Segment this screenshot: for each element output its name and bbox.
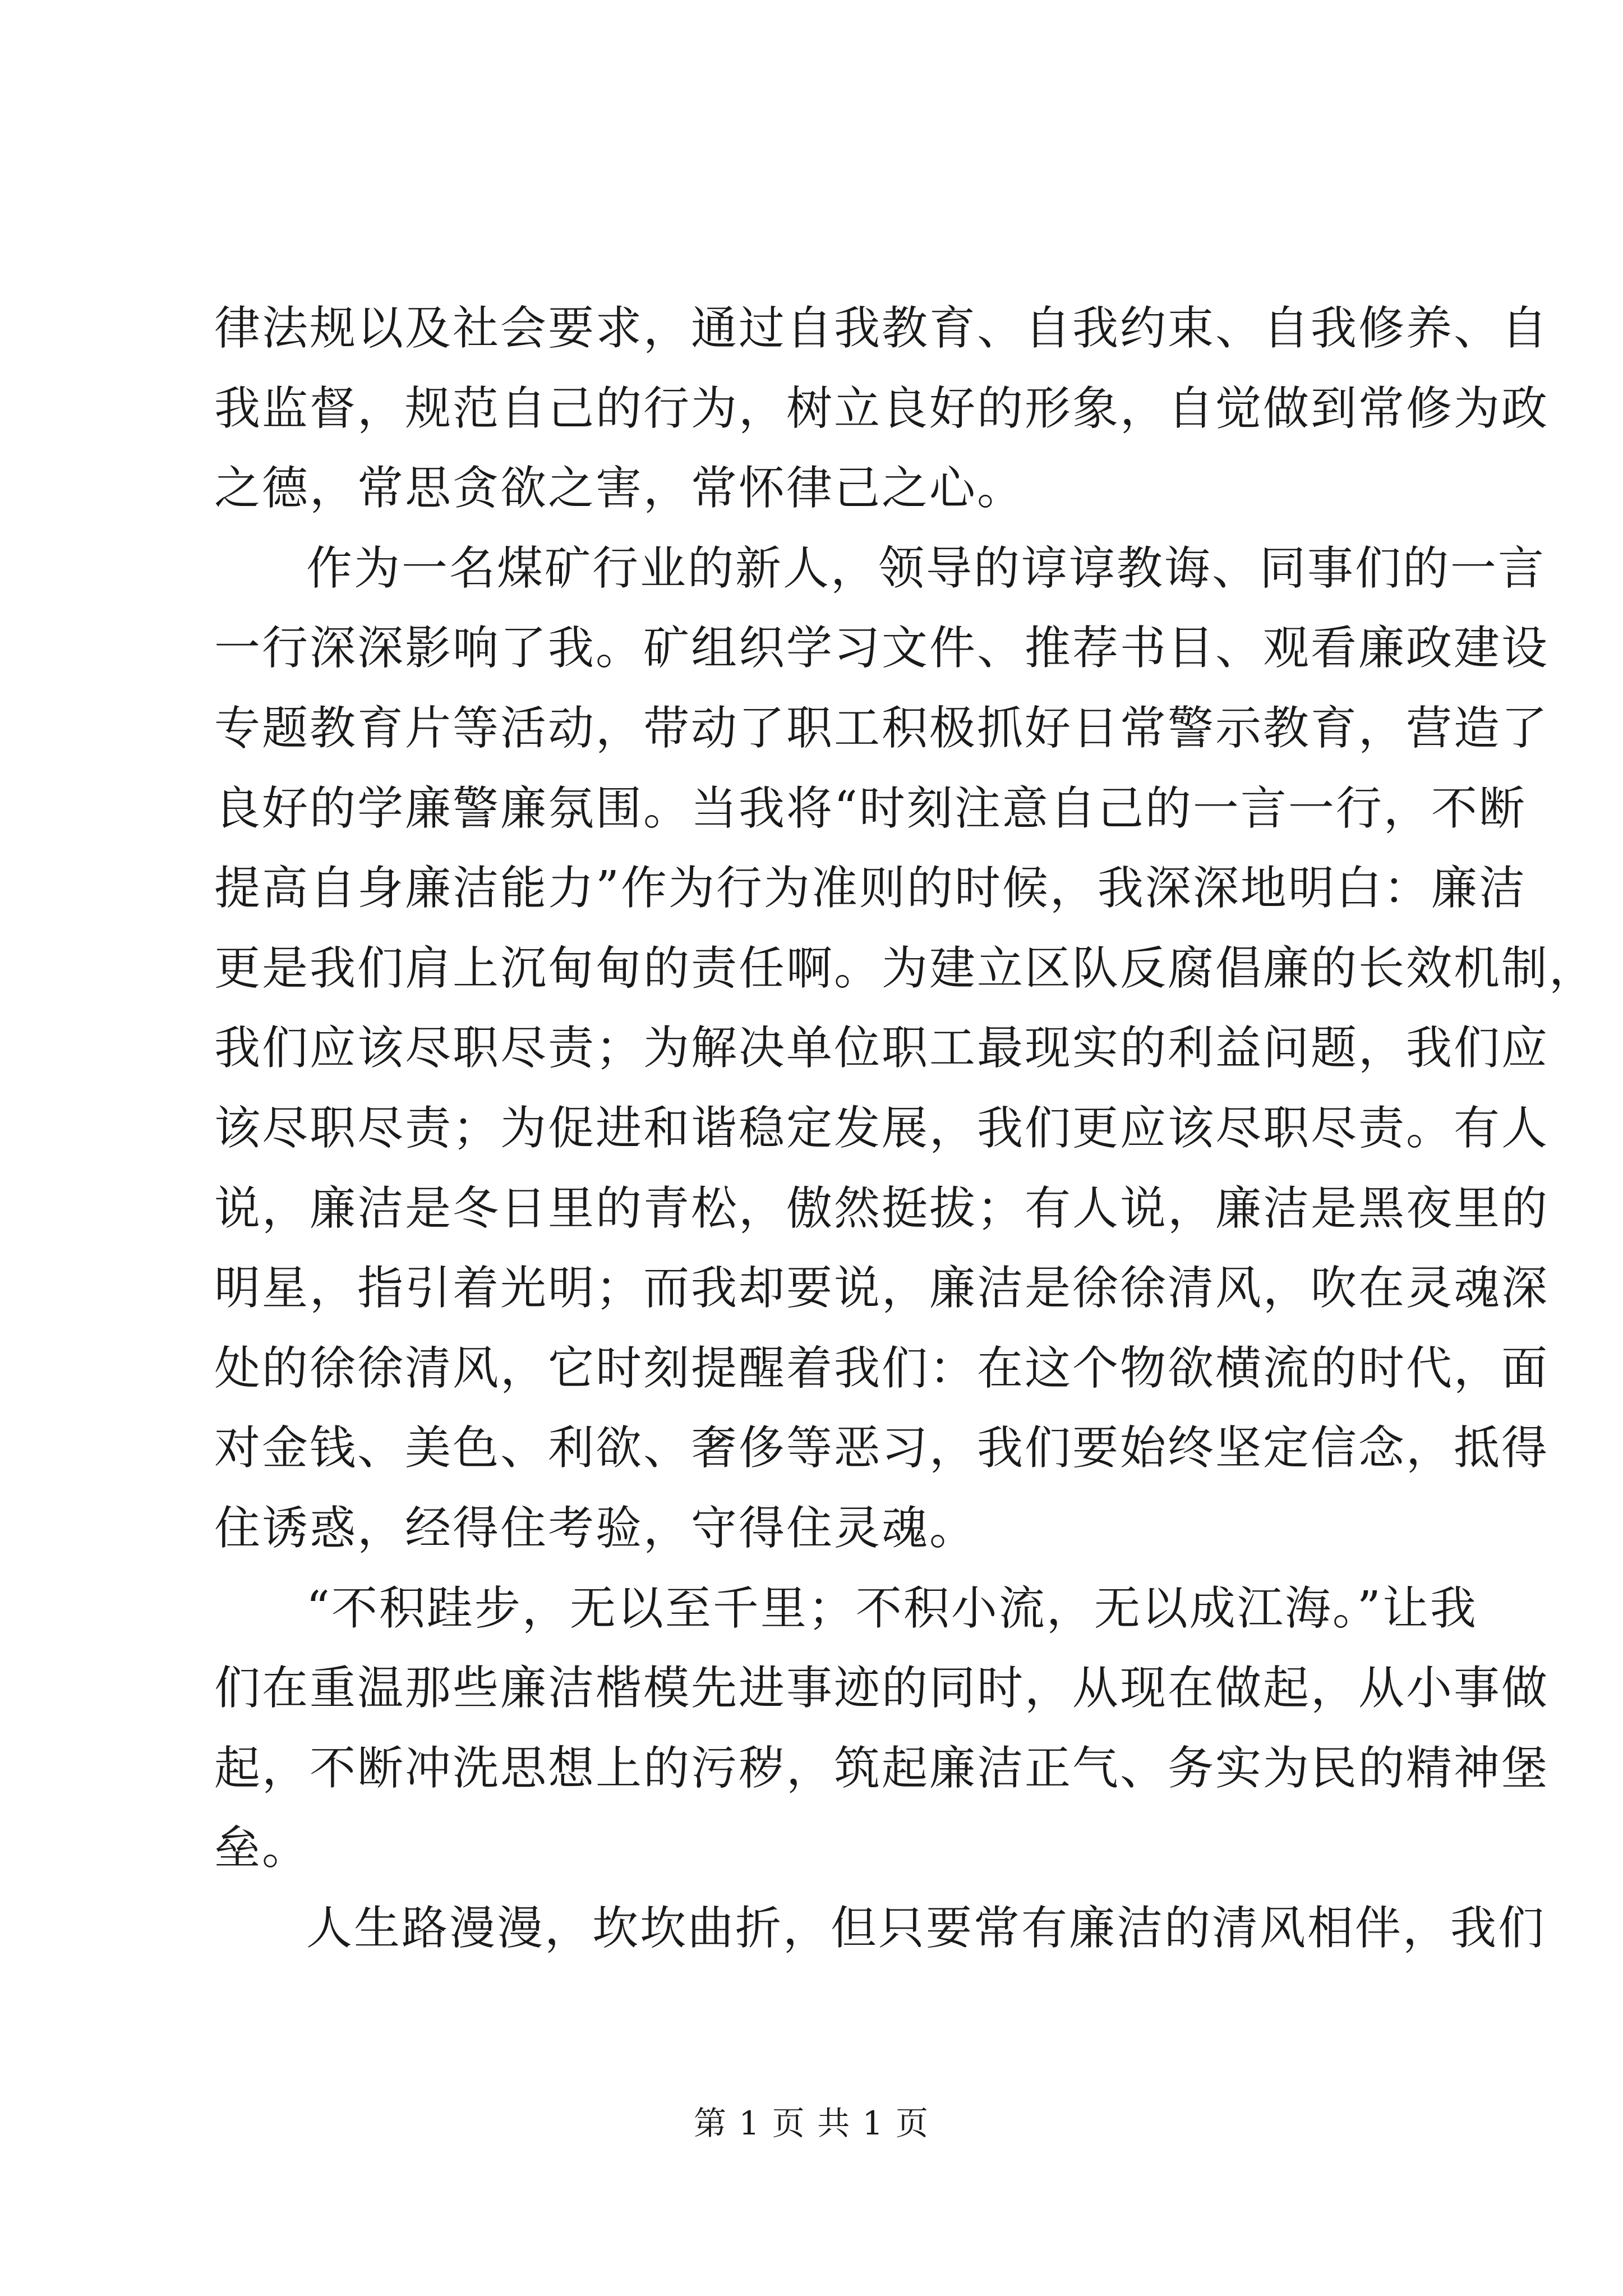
text-line: 们在重温那些廉洁楷模先进事迹的同时，从现在做起，从小事做: [214, 1662, 1550, 1715]
text-line: “不积跬步，无以至千里；不积小流，无以成江海。”让我: [306, 1581, 1478, 1635]
text-line: 更是我们肩上沉甸甸的责任啊。为建立区队反腐倡廉的长效机制，: [214, 941, 1597, 995]
text-line: 住诱惑，经得住考验，守得住灵魂。: [214, 1501, 978, 1555]
text-line: 之德，常思贪欲之害，常怀律己之心。: [214, 462, 1025, 516]
text-line: 人生路漫漫，坎坎曲折，但只要常有廉洁的清风相伴，我们: [306, 1901, 1546, 1955]
text-line: 处的徐徐清风，它时刻提醒着我们：在这个物欲横流的时代，面: [214, 1341, 1550, 1395]
text-line: 律法规以及社会要求，通过自我教育、自我约束、自我修养、自: [214, 302, 1550, 355]
text-line: 明星，指引着光明；而我却要说，廉洁是徐徐清风，吹在灵魂深: [214, 1262, 1550, 1315]
text-line: 我们应该尽职尽责；为解决单位职工最现实的利益问题，我们应: [214, 1022, 1550, 1075]
text-line: 作为一名煤矿行业的新人，领导的谆谆教诲、同事们的一言: [306, 541, 1546, 595]
text-line: 垒。: [214, 1821, 310, 1875]
text-line: 起，不断冲洗思想上的污秽，筑起廉洁正气、务实为民的精神堡: [214, 1741, 1550, 1795]
text-line: 良好的学廉警廉氛围。当我将“时刻注意自己的一言一行，不断: [214, 781, 1527, 835]
text-line: 对金钱、美色、利欲、奢侈等恶习，我们要始终坚定信念，抵得: [214, 1421, 1550, 1475]
text-line: 提高自身廉洁能力”作为行为准则的时候，我深深地明白：廉洁: [214, 862, 1527, 915]
page-footer: 第 1 页 共 1 页: [694, 2104, 929, 2142]
text-line: 专题教育片等活动，带动了职工积极抓好日常警示教育，营造了: [214, 701, 1550, 755]
body-text: [214, 289, 1597, 1968]
text-line: 我监督，规范自己的行为，树立良好的形象，自觉做到常修为政: [214, 381, 1550, 435]
text-line: 该尽职尽责；为促进和谐稳定发展，我们更应该尽职尽责。有人: [214, 1101, 1550, 1155]
text-line: 一行深深影响了我。矿组织学习文件、推荐书目、观看廉政建设: [214, 622, 1550, 675]
text-line: 说，廉洁是冬日里的青松，傲然挺拔；有人说，廉洁是黑夜里的: [214, 1181, 1550, 1235]
